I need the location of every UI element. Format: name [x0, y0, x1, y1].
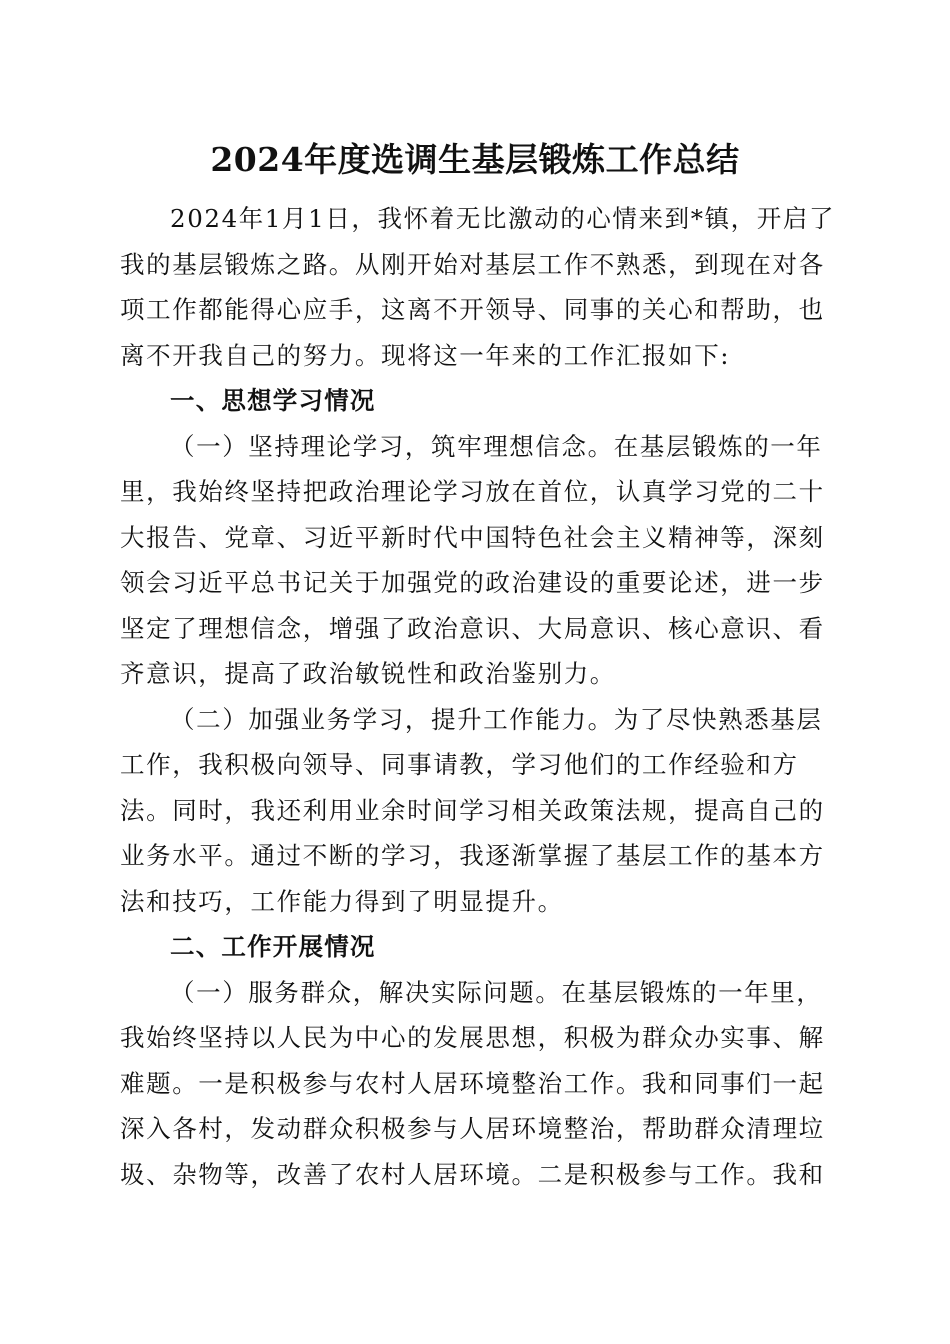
paragraph-line: 法。同时，我还利用业余时间学习相关政策法规，提高自己的: [120, 795, 825, 825]
paragraph-line: 业务水平。通过不断的学习，我逐渐掌握了基层工作的基本方: [120, 841, 825, 870]
paragraph-line: 我的基层锻炼之路。从刚开始对基层工作不熟悉，到现在对各: [120, 249, 825, 279]
paragraph-line: 工作，我积极向领导、同事请教，学习他们的工作经验和方: [120, 750, 799, 779]
paragraph-line: （一）坚持理论学习，筑牢理想信念。在基层锻炼的一年: [170, 431, 823, 461]
paragraph-line: 圾、杂物等，改善了农村人居环境。二是积极参与工作。我和: [120, 1159, 825, 1189]
paragraph-line: 我始终坚持以人民为中心的发展思想，积极为群众办实事、解: [120, 1023, 825, 1052]
paragraph-line: 坚定了理想信念，增强了政治意识、大局意识、核心意识、看: [120, 613, 825, 643]
document-title: 2024年度选调生基层锻炼工作总结: [210, 140, 740, 179]
paragraph-line: 难题。一是积极参与农村人居环境整治工作。我和同事们一起: [120, 1068, 825, 1098]
paragraph-line: 齐意识，提高了政治敏锐性和政治鉴别力。: [120, 659, 616, 688]
paragraph-line: 2024年1月1日，我怀着无比激动的心情来到*镇，开启了: [170, 204, 836, 233]
paragraph-line: 离不开我自己的努力。现将这一年来的工作汇报如下:: [120, 340, 731, 370]
section-heading-1: 一、思想学习情况: [170, 386, 376, 415]
paragraph-line: 领会习近平总书记关于加强党的政治建设的重要论述，进一步: [120, 568, 825, 597]
paragraph-line: 法和技巧，工作能力得到了明显提升。: [120, 886, 564, 916]
paragraph-line: 项工作都能得心应手，这离不开领导、同事的关心和帮助，也: [120, 295, 825, 324]
paragraph-line: 大报告、党章、习近平新时代中国特色社会主义精神等，深刻: [120, 522, 825, 552]
paragraph-line: 里，我始终坚持把政治理论学习放在首位，认真学习党的二十: [120, 477, 825, 506]
document-body: [120, 196, 836, 1197]
paragraph-line: （二）加强业务学习，提升工作能力。为了尽快熟悉基层: [170, 704, 823, 734]
paragraph-line: 深入各村，发动群众积极参与人居环境整治，帮助群众清理垃: [120, 1114, 825, 1143]
section-heading-2: 二、工作开展情况: [170, 932, 376, 961]
paragraph-line: （一）服务群众，解决实际问题。在基层锻炼的一年里，: [170, 977, 823, 1007]
